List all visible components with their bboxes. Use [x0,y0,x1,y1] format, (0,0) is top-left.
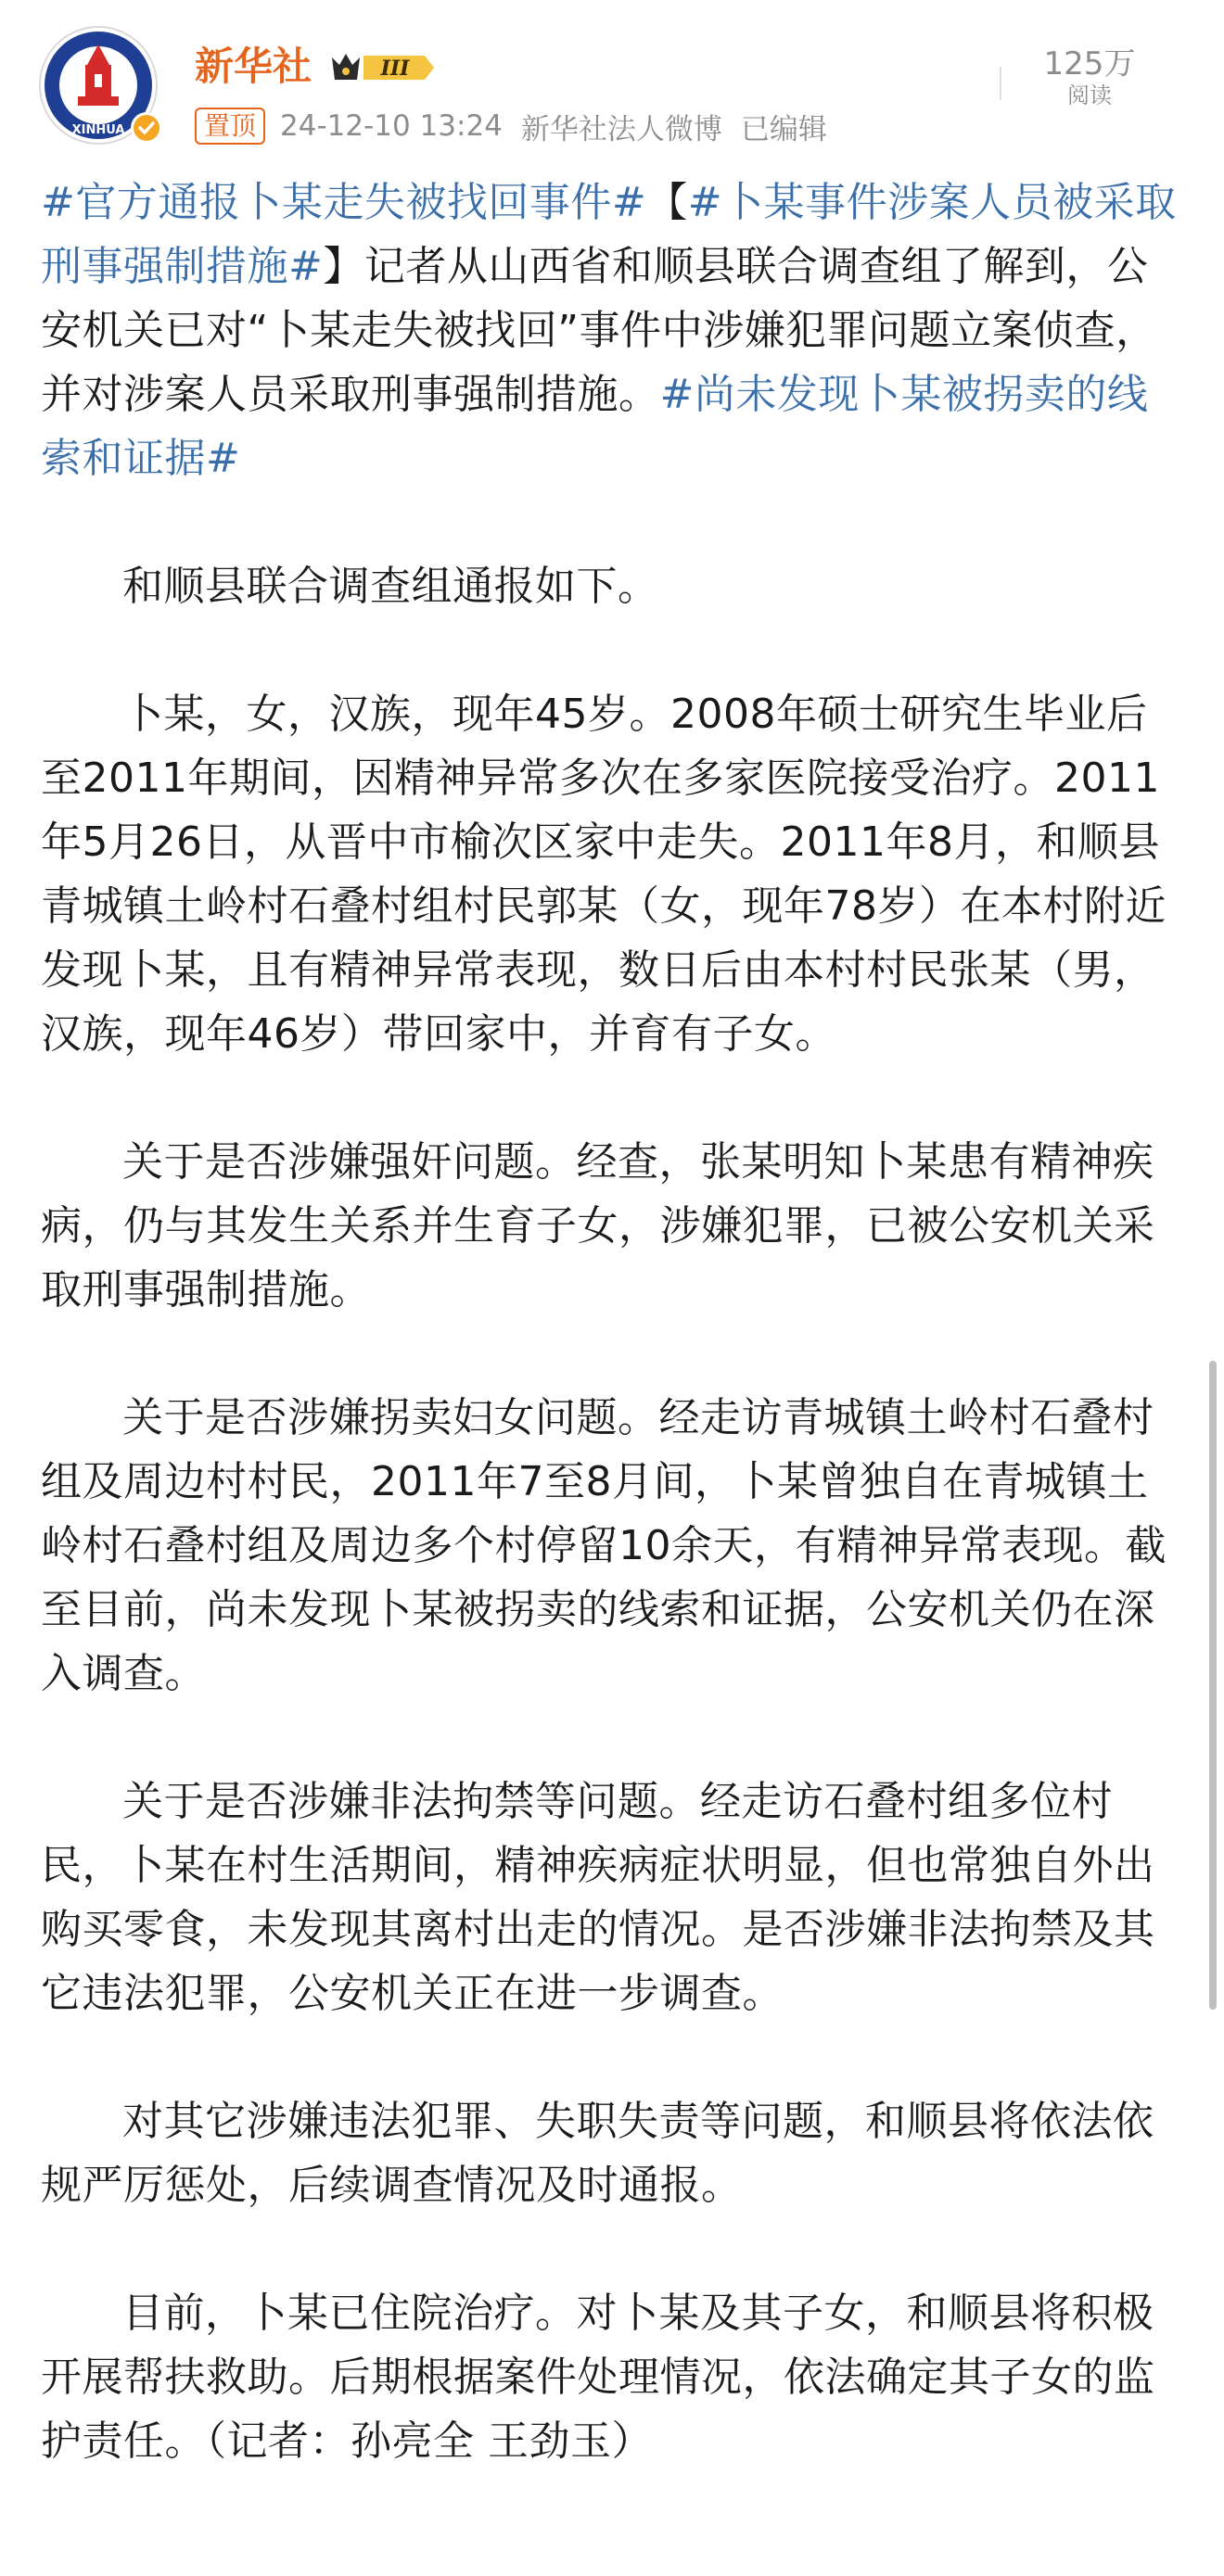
intro-text: 记者从山西省和顺县联合调查组了解到，公安机关已对“卜某走失被找回”事件中涉嫌犯罪问题立案侦查，并对涉案人员采取刑事强制措施。 [41,243,1157,418]
post-source[interactable]: 新华社法人微博 [520,112,722,146]
paragraph: 关于是否涉嫌强奸问题。经查，张某明知卜某患有精神疾病，仍与其发生关系并生育子女，涉嫌犯罪，已被公安机关采取刑事强制措施。 [41,1138,1155,1313]
verified-icon [130,111,163,145]
read-label: 阅读 [1067,82,1112,108]
paragraph: 关于是否涉嫌拐卖妇女问题。经走访青城镇土岭村石叠村组及周边村村民，2011年7至8月间，卜某曾独自在青城镇土岭村石叠村组及周边多个村停留10余天，有精神异常表现。截至目前，尚未发现卜某被拐卖的线索和证据，公安机关仍在深入调查。 [41,1394,1167,1697]
pinned-badge: 置顶 [195,108,265,145]
topic-link-official-report[interactable]: #官方通报卜某走失被找回事件# [41,179,647,226]
avatar-text: XINHUA [71,123,125,137]
post-meta [195,106,846,146]
bracket-close: 】 [323,243,364,290]
post-timestamp: 24-12-10 13:24 [280,109,503,143]
paragraph: 目前，卜某已住院治疗。对卜某及其子女，和顺县将积极开展帮扶救助。后期根据案件处理情况，依法确定其子女的监护责任。（记者：孙亮全 王劲玉） [41,2290,1155,2465]
paragraph: 对其它涉嫌违法犯罪、失职失责等问题，和顺县将依法依规严厉惩处，后续调查情况及时通报。 [41,2098,1154,2209]
header-divider [1000,67,1001,100]
author-name[interactable]: 新华社 [195,44,312,89]
vip-level-text: III [380,57,410,81]
paragraph: 卜某，女，汉族，现年45岁。2008年硕士研究生毕业后至2011年期间，因精神异常多次在多家医院接受治疗。2011年5月26日，从晋中市榆次区家中走失。2011年8月，和顺县青城镇土岭村石叠村组村民郭某（女，现年78岁）在本村附近发现卜某，且有精神异常表现，数日后由本村村民张某（男，汉族，现年46岁）带回家中，并育有子女。 [41,691,1167,1058]
topic-link-no-trafficking-evidence[interactable]: #尚未发现卜某被拐卖的线索和证据# [41,371,1149,482]
paragraph: 和顺县联合调查组通报如下。 [122,563,659,610]
bracket-open: 【 [646,179,688,226]
edited-label[interactable]: 已编辑 [740,112,827,146]
post-content [41,171,1183,2537]
post-header [0,0,1224,158]
vip-level-icon[interactable] [328,46,438,89]
post-intro [41,171,1183,490]
topic-link-coercive-measures[interactable]: #卜某事件涉案人员被采取刑事强制措施# [41,179,1177,290]
paragraph: 关于是否涉嫌非法拘禁等问题。经走访石叠村组多位村民，卜某在村生活期间，精神疾病症状明显，但也常独自外出购买零食，未发现其离村出走的情况。是否涉嫌非法拘禁及其它违法犯罪，公安机关正在进一步调查。 [41,1778,1155,2017]
read-count: 125万 [1043,45,1136,82]
avatar[interactable] [37,24,159,146]
scrollbar[interactable] [1209,1361,1217,2010]
